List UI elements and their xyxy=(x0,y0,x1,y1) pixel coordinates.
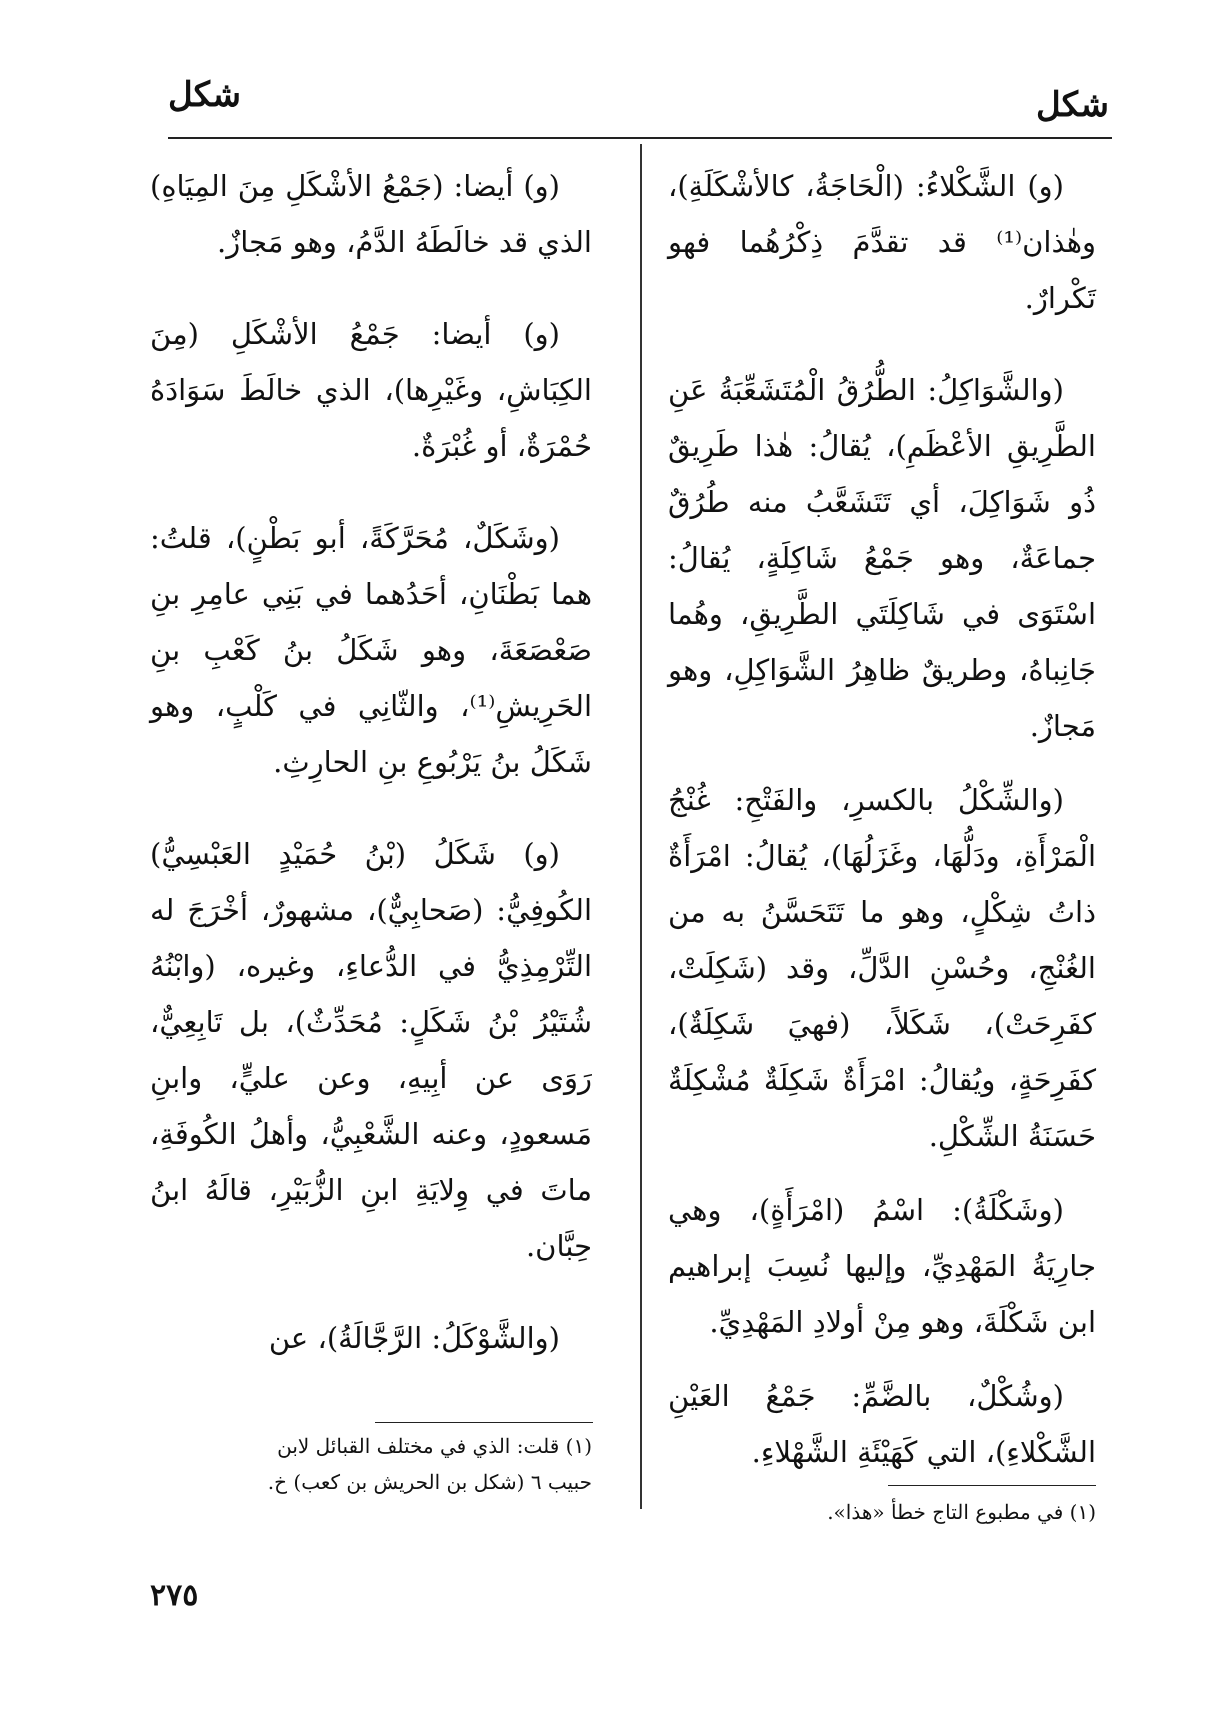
page-number: ٢٧٥ xyxy=(150,1578,199,1613)
left-column xyxy=(150,158,592,1402)
entry-paragraph: (وشُكْلٌ، بالضَّمِّ: جَمْعُ العَيْنِ الشَّكْلاءِ)، التي كَهَيْئَةِ الشَّهْلاءِ. xyxy=(668,1379,1096,1469)
entry-paragraph: (وشَكَلٌ، مُحَرَّكَةً، أبو بَطْنٍ)، قلتُ: هما بَطْنَانِ، أحَدُهما في بَنِي عامِرِ بنِ صَعْصَعَةَ، وهو شَكَلُ بنُ كَعْبِ بنِ الحَرِيشِ⁽¹⁾، والثّانِي في كَلْبٍ، وهو شَكَلُ بنُ يَرْبُوعِ بنِ الحارِثِ. xyxy=(150,521,592,779)
footnote-left: (١) قلت: الذي في مختلف القبائل لابن حبيب ٦ (شكل بن الحريش بن كعب) خ. xyxy=(267,1434,592,1494)
footnote-right: (١) في مطبوع التاج خطأ «هذا». xyxy=(827,1500,1096,1524)
right-column xyxy=(668,158,1096,1516)
footnote-rule-right xyxy=(888,1485,1096,1486)
entry-paragraph: (و) أيضا: جَمْعُ الأشْكَلِ (مِنَ الكِبَاشِ، وغَيْرِها)، الذي خالَطَ سَوَادَهُ حُمْرَةٌ، أو غُبْرَةٌ. xyxy=(150,317,592,463)
running-headword-right: شكل xyxy=(1035,85,1109,125)
entry-paragraph: (و) شَكَلُ (بْنُ حُمَيْدٍ العَبْسِيُّ) الكُوفِيُّ: (صَحابِيٌّ)، مشهورٌ، أخْرَجَ له التِّرْمِذِيُّ في الدُّعاءِ، وغيره، (وابْنُهُ شُتَيْرُ بْنُ شَكَلٍ: مُحَدِّثٌ)، بل تَابِعِيٌّ، رَوَى عن أبِيهِ، وعن عليٍّ، وابنِ مَسعودٍ، وعنه الشَّعْبِيُّ، وأهلُ الكُوفَةِ، ماتَ في وِلايَةِ ابنِ الزُّبَيْرِ، قالَهُ ابنُ حِبَّان. xyxy=(150,837,592,1263)
entry-paragraph: (و) الشَّكْلاءُ: (الْحَاجَةُ، كالأشْكَلَةِ)، وهٰذان⁽¹⁾ قد تقدَّمَ ذِكْرُهُما فهو تَكْرارٌ. xyxy=(668,169,1096,315)
column-divider xyxy=(640,144,642,1509)
entry-paragraph: (و) أيضا: (جَمْعُ الأشْكَلِ مِنَ المِيَاهِ) الذي قد خالَطَهُ الدَّمُ، وهو مَجازٌ. xyxy=(150,169,592,259)
footnote-rule-left xyxy=(375,1422,593,1423)
header-rule xyxy=(168,137,1112,139)
entry-paragraph: (والشَّوَاكِلُ: الطُّرُقُ الْمُتَشَعِّبَةُ عَنِ الطَّرِيقِ الأعْظَمِ)، يُقالُ: هٰذا طَرِيقٌ ذُو شَوَاكِلَ، أي تَتَشَعَّبُ منه طُرُقٌ جماعَةٌ، وهو جَمْعُ شَاكِلَةٍ، يُقالُ: اسْتَوَى في شَاكِلَتَي الطَّرِيقِ، وهُما جَانِباهُ، وطريقٌ ظاهِرُ الشَّوَاكِلِ، وهو مَجازٌ. xyxy=(668,373,1096,743)
running-headword-left: شكل xyxy=(168,75,242,115)
entry-paragraph: (وشَكْلَةُ): اسْمُ (امْرَأَةٍ)، وهي جارِيَةُ المَهْدِيِّ، وإليها نُسِبَ إبراهيم ابن شَكْلَةَ، وهو مِنْ أولادِ المَهْدِيِّ. xyxy=(668,1193,1096,1339)
entry-paragraph: (والشَّوْكَلُ: الرَّجَّالَةُ)، عن xyxy=(268,1321,560,1355)
entry-paragraph: (والشِّكْلُ بالكسرِ، والفَتْحِ: غُنْجُ الْمَرْأَةِ، ودَلُّهَا، وغَزَلُهَا)، يُقالُ: امْرَأَةٌ ذاتُ شِكْلٍ، وهو ما تَتَحَسَّنُ به من الغُنْجِ، وحُسْنِ الدَّلِّ، وقد (شَكِلَتْ، كفَرِحَتْ)، شَكَلاً، (فهيَ شَكِلَةٌ)، كفَرِحَةٍ، ويُقالُ: امْرَأَةٌ شَكِلَةٌ مُشْكِلَةٌ حَسَنَةُ الشِّكْلِ. xyxy=(668,783,1096,1153)
